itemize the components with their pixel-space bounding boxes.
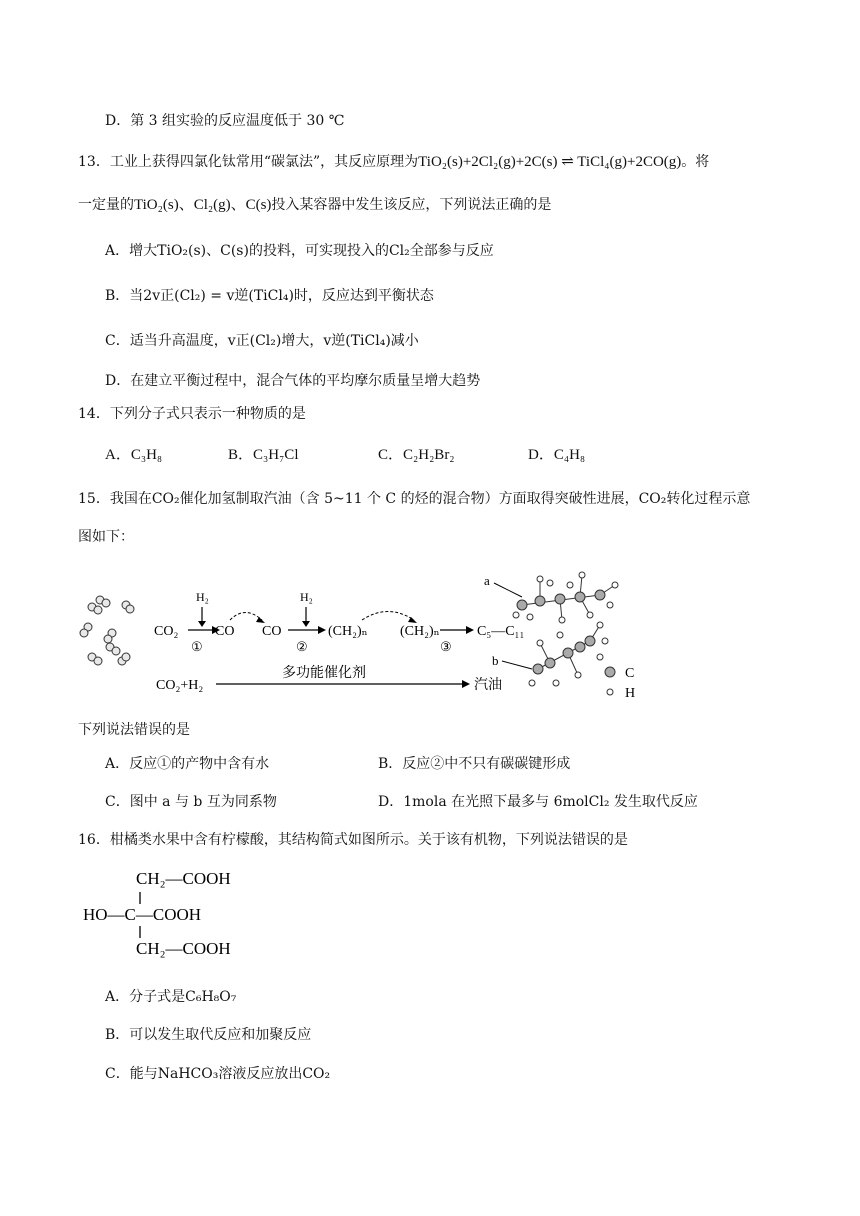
reaction-equation: TiO₂(s)+2Cl₂(g)+2C(s) ⇌ TiCl₄(g)+2CO(g) [418,154,682,170]
question-stem: 柑橘类水果中含有柠檬酸，其结构简式如图所示。关于该有机物，下列说法错误的是 [109,832,628,848]
co-label-a: CO [215,624,235,639]
question-stem: 工业上获得四氯化钛常用“碳氯法”，其反应原理为 [109,154,419,170]
q15-sub-stem [78,720,190,740]
gasoline-label: 汽油 [474,678,502,693]
q13-option-d[interactable] [105,371,480,391]
q14-option-b[interactable] [228,445,298,465]
ch2n-label-b: (CH₂)ₙ [400,624,440,639]
q14-stem [78,404,306,424]
step-1-label: ① [191,639,203,654]
c5-c11-label: C₅—C₁₁ [477,624,525,639]
q13-option-a[interactable] [105,241,494,261]
structure-middle: HO—C—COOH [83,905,202,924]
option-text: 反应②中不只有碳碳键形成 [402,756,571,772]
q14-option-c[interactable] [378,445,455,465]
option-label: C． [378,447,404,463]
option-text: C₂H₂Br₂ [403,447,455,463]
co2-h2-label: CO₂+H₂ [156,678,204,693]
structure-bottom: CH₂—COOH [136,939,231,958]
option-label: B． [105,1027,130,1043]
q14-option-d[interactable] [528,445,585,465]
option-text: C₃H₈ [130,447,163,463]
stem-text: 一定量的 [78,197,134,213]
q16-option-c[interactable] [105,1064,330,1084]
legend-c-label: C [625,666,635,681]
question-stem: 图如下： [78,529,134,545]
q15-stem-line1 [78,489,750,509]
co2-label: CO₂ [154,624,179,639]
option-text: 适当升高温度，v正(Cl₂)增大，v逆(TiCl₄)减小 [129,333,419,349]
option-text: 增大TiO₂(s)、C(s)的投料，可实现投入的Cl₂全部参与反应 [129,243,494,259]
option-label: D． [105,373,131,389]
option-label: A． [105,756,130,772]
h2-label-2: H₂ [300,590,313,604]
legend-h-label: H [625,686,636,701]
h2-label-1: H₂ [196,590,209,604]
question-number: 15． [78,491,110,507]
catalyst-label: 多功能催化剂 [282,666,366,681]
co-label-b: CO [262,624,282,639]
question-number: 13． [78,154,110,170]
option-label: B． [228,447,254,463]
option-label: B． [378,756,403,772]
ch2n-label-a: (CH₂)ₙ [328,624,368,639]
option-label: A． [105,447,131,463]
option-label: B． [105,288,130,304]
citric-acid-structure [80,862,280,966]
question-sub-stem: 下列说法错误的是 [78,722,190,738]
option-label: C． [105,1066,130,1082]
question-stem-end: 。将 [681,154,710,170]
q13-stem-line2 [78,195,551,215]
option-text: 反应①的产物中含有水 [129,756,270,772]
q14-option-a[interactable] [105,445,162,465]
option-label: D． [105,113,131,129]
stem-text: 投入某容器中发生该反应，下列说法正确的是 [271,197,552,213]
q13-stem-line1 [78,152,709,172]
q16-option-a[interactable] [105,987,236,1007]
carbon-atom-icon [605,667,615,677]
option-text: 图中 a 与 b 互为同系物 [129,794,277,810]
option-label: D． [378,794,404,810]
hydrogen-atom-icon [607,689,613,695]
option-label: A． [105,989,130,1005]
co2-molecule-cluster [80,596,134,665]
option-text: C₃H₇Cl [253,447,299,463]
option-label: C． [105,794,130,810]
structure-top: CH₂—COOH [136,869,231,888]
molecule-b-model [529,622,608,686]
option-label: A． [105,243,130,259]
q13-option-c[interactable] [105,331,419,351]
molecule-b-label: b [492,653,499,668]
question-number: 16． [78,832,110,848]
step-2-label: ② [296,639,308,654]
q16-option-b[interactable] [105,1025,311,1045]
option-label: D． [528,447,554,463]
molecule-a-model [513,572,618,623]
option-text: C₄H₈ [553,447,586,463]
option-text: 当2v正(Cl₂) = v逆(TiCl₄)时，反应达到平衡状态 [129,288,434,304]
question-stem: 我国在CO₂催化加氢制取汽油（含 5~11 个 C 的烃的混合物）方面取得突破性进展，CO₂转化过程示意 [109,491,751,507]
option-text: 分子式是C₆H₈O₇ [129,989,237,1005]
option-text: 在建立平衡过程中，混合气体的平均摩尔质量呈增大趋势 [130,373,481,389]
q16-stem [78,830,628,850]
q15-option-a[interactable] [105,754,269,774]
step-3-label: ③ [440,639,452,654]
question-stem: 下列分子式只表示一种物质的是 [109,406,306,422]
q15-option-c[interactable] [105,792,277,812]
option-text: 1mola 在光照下最多与 6molCl₂ 发生取代反应 [403,794,698,810]
q13-option-b[interactable] [105,286,434,306]
q12-option-d [105,111,344,131]
co2-conversion-diagram [70,565,670,705]
molecule-a-label: a [484,573,490,588]
option-text: 可以发生取代反应和加聚反应 [129,1027,312,1043]
q15-option-d[interactable] [378,792,698,812]
option-text: 能与NaHCO₃溶液反应放出CO₂ [129,1066,331,1082]
q15-stem-line2 [78,527,134,547]
option-label: C． [105,333,130,349]
question-number: 14． [78,406,110,422]
option-text: 第 3 组实验的反应温度低于 30 ℃ [130,113,345,129]
q15-option-b[interactable] [378,754,570,774]
reactants-list: TiO₂(s)、Cl₂(g)、C(s) [134,197,272,213]
